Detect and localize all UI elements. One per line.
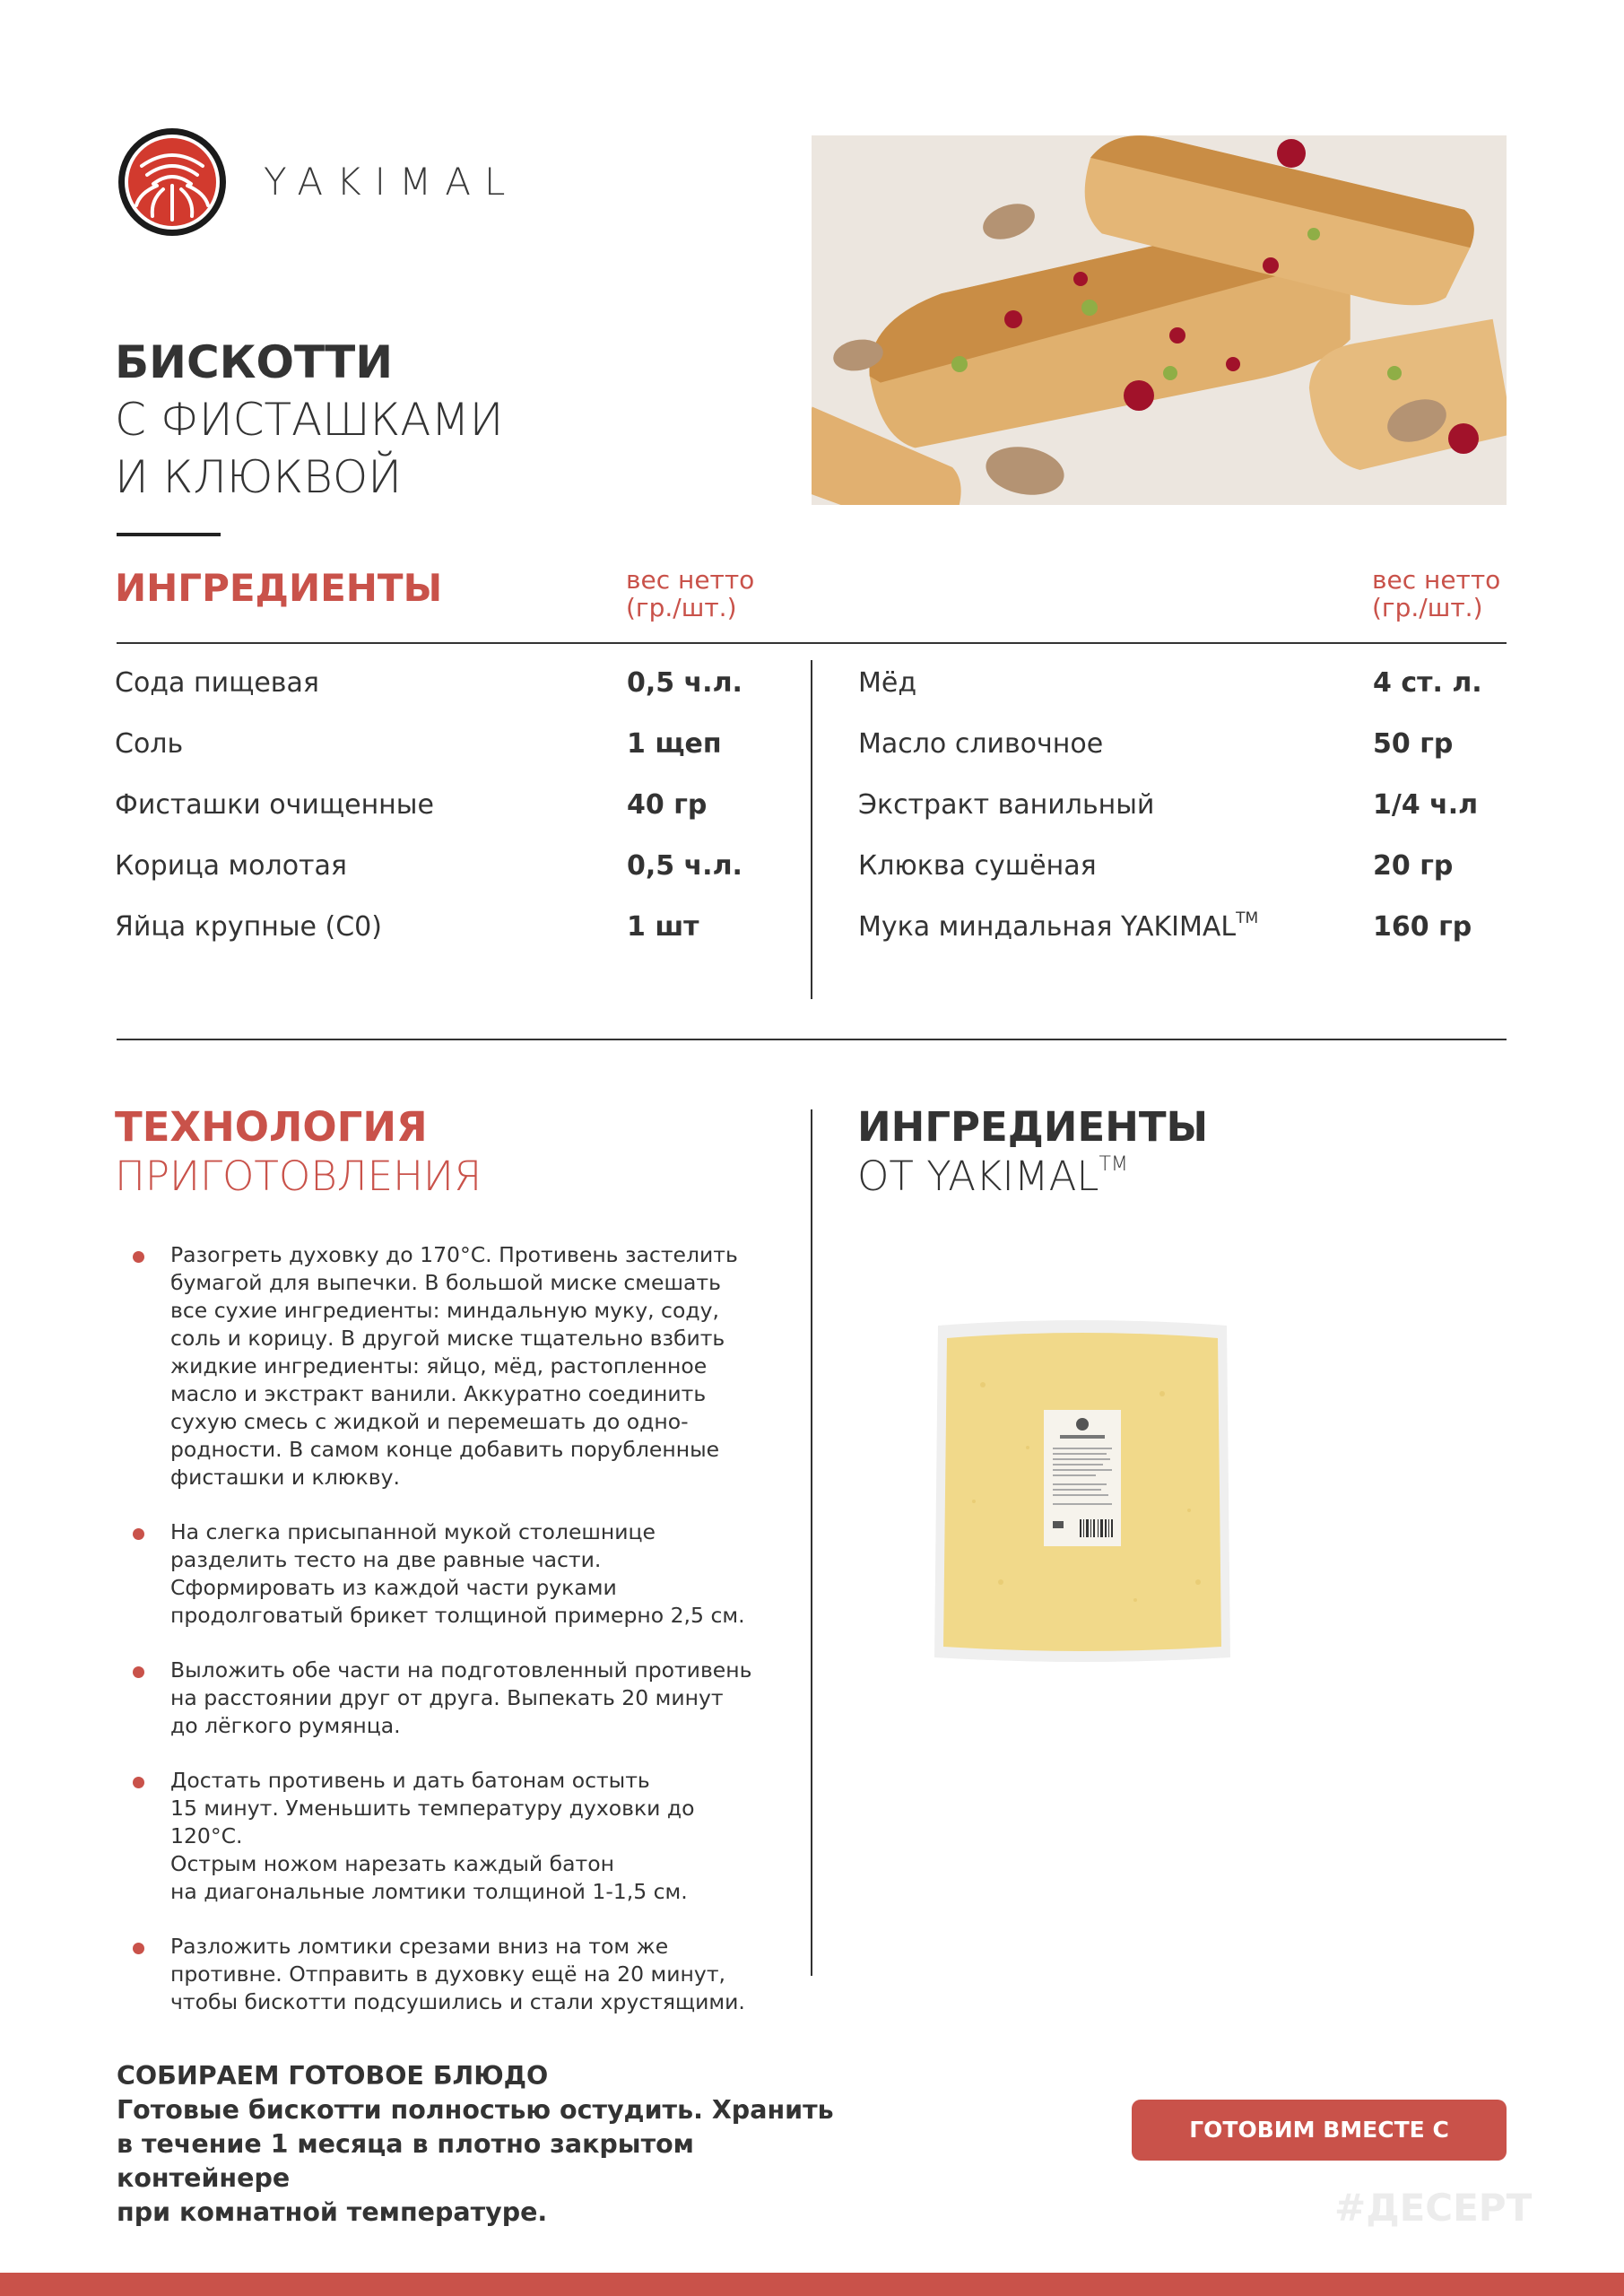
ingredient-qty: 160 гр <box>1373 911 1472 943</box>
recipe-title-line2: С ФИСТАШКАМИ <box>115 394 504 446</box>
step-line: Сформировать из каждой части руками <box>170 1575 617 1600</box>
step-line: чтобы бискотти подсушились и стали хрустящими. <box>170 1989 745 2014</box>
step-item <box>133 1657 760 1740</box>
step-line: соль и корицу. В другой миске тщательно взбить <box>170 1326 725 1351</box>
recipe-title-line3: И КЛЮКВОЙ <box>115 451 402 503</box>
technology-heading-line2: ПРИГОТОВЛЕНИЯ <box>115 1152 482 1200</box>
step-line: масло и экстракт ванили. Аккуратно соединить <box>170 1381 707 1406</box>
ingredient-name: Корица молотая <box>115 850 347 882</box>
ingredient-name: Фисташки очищенные <box>115 789 434 821</box>
bullet-icon <box>133 1943 144 1954</box>
step-line: 15 минут. Уменьшить температуру духовки до 120°С. <box>170 1796 695 1848</box>
step-line: фисташки и клюкву. <box>170 1465 400 1490</box>
column-divider <box>811 1109 812 1976</box>
weight-header-right <box>1372 566 1551 622</box>
step-line: Разогреть духовку до 170°С. Противень застелить <box>170 1242 738 1267</box>
ingredient-name: Сода пищевая <box>115 667 319 699</box>
step-line: Достать противень и дать батонам остыть <box>170 1768 650 1793</box>
recipe-title-line1: БИСКОТТИ <box>115 336 394 388</box>
step-line: жидкие ингредиенты: яйцо, мёд, растопленное <box>170 1353 708 1378</box>
step-line: противне. Отправить в духовку ещё на 20 минут, <box>170 1961 725 1987</box>
yakimal-ingredients-heading-line2 <box>857 1152 1128 1201</box>
ingredient-qty: 1 щеп <box>627 728 722 760</box>
step-line: На слегка присыпанной мукой столешнице <box>170 1519 656 1544</box>
ingredient-qty: 0,5 ч.л. <box>627 850 743 882</box>
ingredient-name-with-tm <box>858 909 1360 945</box>
step-line: Острым ножом нарезать каждый батон <box>170 1851 614 1876</box>
biscotti-photo <box>812 135 1507 505</box>
brand-name: YAKIMAL <box>264 160 519 204</box>
step-line: разделить тесто на две равные части. <box>170 1547 602 1572</box>
step-line: бумагой для выпечки. В большой миске смешать <box>170 1270 721 1295</box>
heading-text: ОТ YAKIMAL <box>857 1152 1099 1200</box>
column-divider <box>811 660 812 999</box>
assemble-line: при комнатной температуре. <box>117 2197 548 2227</box>
ingredient-qty: 1 шт <box>627 911 699 943</box>
divider <box>117 642 1507 644</box>
weight-header-line2: (гр./шт.) <box>626 593 737 622</box>
ingredients-heading: ИНГРЕДИЕНТЫ <box>115 566 443 610</box>
hashtag: #ДЕСЕРТ <box>1334 2186 1533 2230</box>
step-line: до лёгкого румянца. <box>170 1713 401 1738</box>
weight-header-line2: (гр./шт.) <box>1372 593 1483 622</box>
ingredient-qty: 1/4 ч.л <box>1373 789 1479 821</box>
assemble-text <box>117 2093 834 2230</box>
step-line: продолговатый брикет толщиной примерно 2,5 см. <box>170 1603 745 1628</box>
step-item <box>133 1241 760 1492</box>
step-line: сухую смесь с жидкой и перемешать до одно- <box>170 1409 689 1434</box>
technology-heading-line1: ТЕХНОЛОГИЯ <box>115 1103 428 1151</box>
ingredient-name: Соль <box>115 728 184 760</box>
divider <box>117 1039 1507 1040</box>
ingredient-qty: 20 гр <box>1373 850 1454 882</box>
ingredient-qty: 0,5 ч.л. <box>627 667 743 699</box>
step-line: родности. В самом конце добавить порубленные <box>170 1437 720 1462</box>
cook-together-button[interactable]: ГОТОВИМ ВМЕСТЕ С ЯКИМАЛ <box>1132 2100 1507 2161</box>
step-line: все сухие ингредиенты: миндальную муку, соду, <box>170 1298 719 1323</box>
assemble-heading: СОБИРАЕМ ГОТОВОЕ БЛЮДО <box>117 2061 549 2091</box>
assemble-line: в течение 1 месяца в плотно закрытом контейнере <box>117 2129 694 2193</box>
bullet-icon <box>133 1666 144 1678</box>
almond-flour-package <box>929 1313 1236 1668</box>
step-line: Разложить ломтики срезами вниз на том же <box>170 1934 669 1959</box>
assemble-line: Готовые бискотти полностью остудить. Хранить <box>117 2095 834 2125</box>
ingredient-name: Масло сливочное <box>858 728 1104 760</box>
weight-header-line1: вес нетто <box>1372 565 1501 595</box>
preparation-steps <box>133 1241 760 2043</box>
ingredient-name: Клюква сушёная <box>858 850 1097 882</box>
ingredient-qty: 50 гр <box>1373 728 1454 760</box>
bullet-icon <box>133 1528 144 1540</box>
ingredient-name: Мёд <box>858 667 917 699</box>
step-item <box>133 1933 760 2016</box>
footer-bar <box>0 2273 1624 2296</box>
ingredient-name: Яйца крупные (С0) <box>115 911 382 943</box>
weight-header-line1: вес нетто <box>626 565 755 595</box>
title-underline <box>117 533 221 536</box>
ingredient-name: Мука миндальная YAKIMAL <box>858 911 1237 943</box>
bullet-icon <box>133 1251 144 1263</box>
ingredient-name: Экстракт ванильный <box>858 789 1155 821</box>
step-line: на диагональные ломтики толщиной 1-1,5 см. <box>170 1879 688 1904</box>
yakimal-logo-icon <box>117 126 228 238</box>
weight-header-left <box>626 566 805 622</box>
trademark-mark: TM <box>1236 909 1259 927</box>
ingredient-qty: 40 гр <box>627 789 708 821</box>
step-item <box>133 1767 760 1906</box>
step-line: на расстоянии друг от друга. Выпекать 20 минут <box>170 1685 724 1710</box>
trademark-mark: TM <box>1099 1153 1128 1176</box>
ingredient-qty: 4 ст. л. <box>1373 667 1482 699</box>
yakimal-ingredients-heading-line1: ИНГРЕДИЕНТЫ <box>857 1103 1209 1151</box>
step-item <box>133 1518 760 1630</box>
step-line: Выложить обе части на подготовленный противень <box>170 1657 752 1683</box>
bullet-icon <box>133 1777 144 1788</box>
